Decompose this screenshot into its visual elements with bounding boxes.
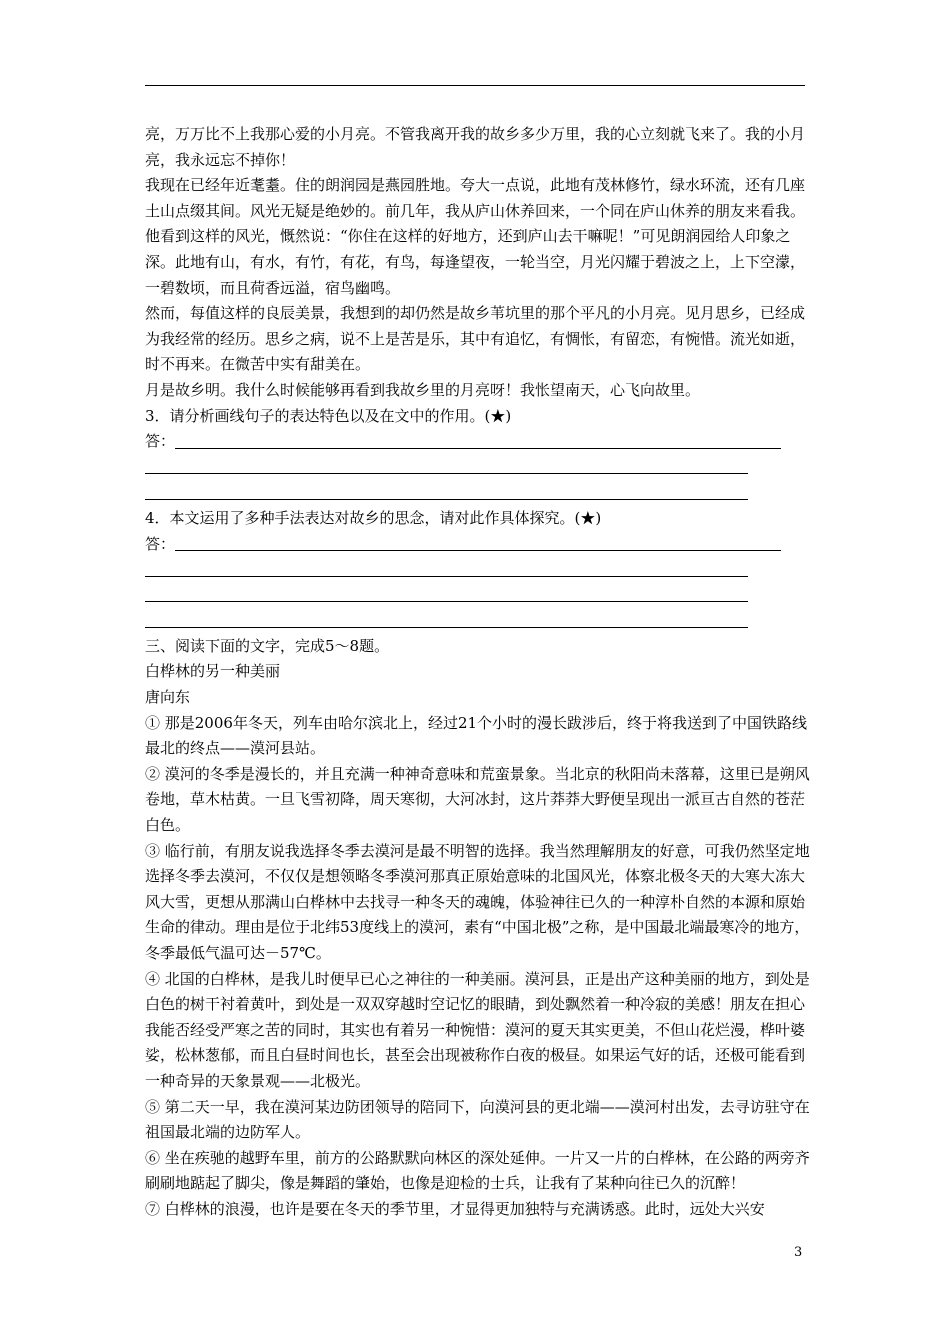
question-3: 3．请分析画线句子的表达特色以及在文中的作用。(★): [145, 406, 512, 425]
answer-area-4[interactable]: [145, 532, 815, 558]
article-paragraph: ③ 临行前，有朋友说我选择冬季去漠河是最不明智的选择。我当然理解朋友的好意，可我仍然坚定地选择冬季去漠河，不仅仅是想领略冬季漠河那真正原始意味的北国风光，体察北极冬天的大寒大冻大风大雪，更想从那满山白桦林中去找寻一种冬天的魂魄，体验神往已久的一种淳朴自然的本源和原始生命的律动。理由是位于北纬53度线上的漠河，素有“中国北极”之称，是中国最北端最寒冷的地方，冬季最低气温可达－57℃。: [145, 841, 810, 962]
paragraph: 我现在已经年近耄耋。住的朗润园是燕园胜地。夸大一点说，此地有茂林修竹，绿水环流，还有几座土山点缀其间。风光无疑是绝妙的。前几年，我从庐山休养回来，一个同在庐山休养的朋友来看我。他看到这样的风光，慨然说：“你住在这样的好地方，还到庐山去干嘛呢！”可见朗润园给人印象之深。此地有山，有水，有竹，有花，有鸟，每逢望夜，一轮当空，月光闪耀于碧波之上，上下空濛，一碧数顷，而且荷香远溢，宿鸟幽鸣。: [145, 176, 806, 297]
section-heading: 三、阅读下面的文字，完成5～8题。: [145, 636, 390, 655]
paragraph: 亮，万万比不上我那心爱的小月亮。不管我离开我的故乡多少万里，我的心立刻就飞来了。我的小月亮，我永远忘不掉你！: [145, 125, 806, 169]
question-4: 4．本文运用了多种手法表达对故乡的思念，请对此作具体探究。(★): [145, 508, 602, 527]
document-body: [145, 122, 815, 1223]
paragraph: 月是故乡明。我什么时候能够再看到我故乡里的月亮呀！我怅望南天，心飞向故里。: [145, 380, 701, 399]
article-paragraph: ⑤ 第二天一早，我在漠河某边防团领导的陪同下，向漠河县的更北端——漠河村出发，去寻访驻守在祖国最北端的边防军人。: [145, 1097, 810, 1142]
article-title: 白桦林的另一种美丽: [145, 662, 281, 681]
article-paragraph: ⑥ 坐在疾驰的越野车里，前方的公路默默向林区的深处延伸。一片又一片的白桦林，在公路的两旁齐刷刷地踮起了脚尖，像是舞蹈的肇始，也像是迎检的士兵，让我有了某种向往已久的沉醉！: [145, 1148, 810, 1193]
answer-line[interactable]: [145, 557, 815, 583]
article-paragraph: ⑦ 白桦林的浪漫，也许是要在冬天的季节里，才显得更加独特与充满诱惑。此时，远处大兴安: [145, 1199, 765, 1218]
answer-line[interactable]: [175, 448, 781, 449]
page-number: 3: [794, 1245, 803, 1260]
answer-label: 答：: [145, 534, 176, 553]
answer-line[interactable]: [145, 608, 815, 634]
answer-area-3[interactable]: [145, 429, 815, 455]
answer-line[interactable]: [145, 480, 815, 506]
header-rule: [145, 85, 805, 86]
article-paragraph: ② 漠河的冬季是漫长的，并且充满一种神奇意味和荒蛮景象。当北京的秋阳尚未落幕，这里已是朔风卷地，草木枯黄。一旦飞雪初降，周天寒彻，大河冰封，这片莽莽大野便呈现出一派亘古自然的苍茫白色。: [145, 764, 810, 835]
article-paragraph: ① 那是2006年冬天，列车由哈尔滨北上，经过21个小时的漫长跋涉后，终于将我送到了中国铁路线最北的终点——漠河县站。: [145, 713, 808, 758]
article-paragraph: ④ 北国的白桦林，是我儿时便早已心之神往的一种美丽。漠河县，正是出产这种美丽的地方，到处是白色的树干衬着黄叶，到处是一双双穿越时空记忆的眼睛，到处飘然着一种冷寂的美感！朋友在担心我能否经受严寒之苦的同时，其实也有着另一种惋惜：漠河的夏天其实更美，不但山花烂漫，桦叶婆娑，松林葱郁，而且白昼时间也长，甚至会出现被称作白夜的极昼。如果运气好的话，还极可能看到一种奇异的天象景观——北极光。: [145, 969, 810, 1090]
article-author: 唐向东: [145, 688, 191, 707]
answer-line[interactable]: [145, 455, 815, 481]
paragraph: 然而，每值这样的良辰美景，我想到的却仍然是故乡苇坑里的那个平凡的小月亮。见月思乡，已经成为我经常的经历。思乡之病，说不上是苦是乐，其中有追忆，有惆怅，有留恋，有惋惜。流光如逝，时不再来。在微苦中实有甜美在。: [145, 304, 806, 374]
answer-line[interactable]: [145, 583, 815, 609]
answer-label: 答：: [145, 432, 176, 451]
answer-line[interactable]: [175, 550, 781, 551]
